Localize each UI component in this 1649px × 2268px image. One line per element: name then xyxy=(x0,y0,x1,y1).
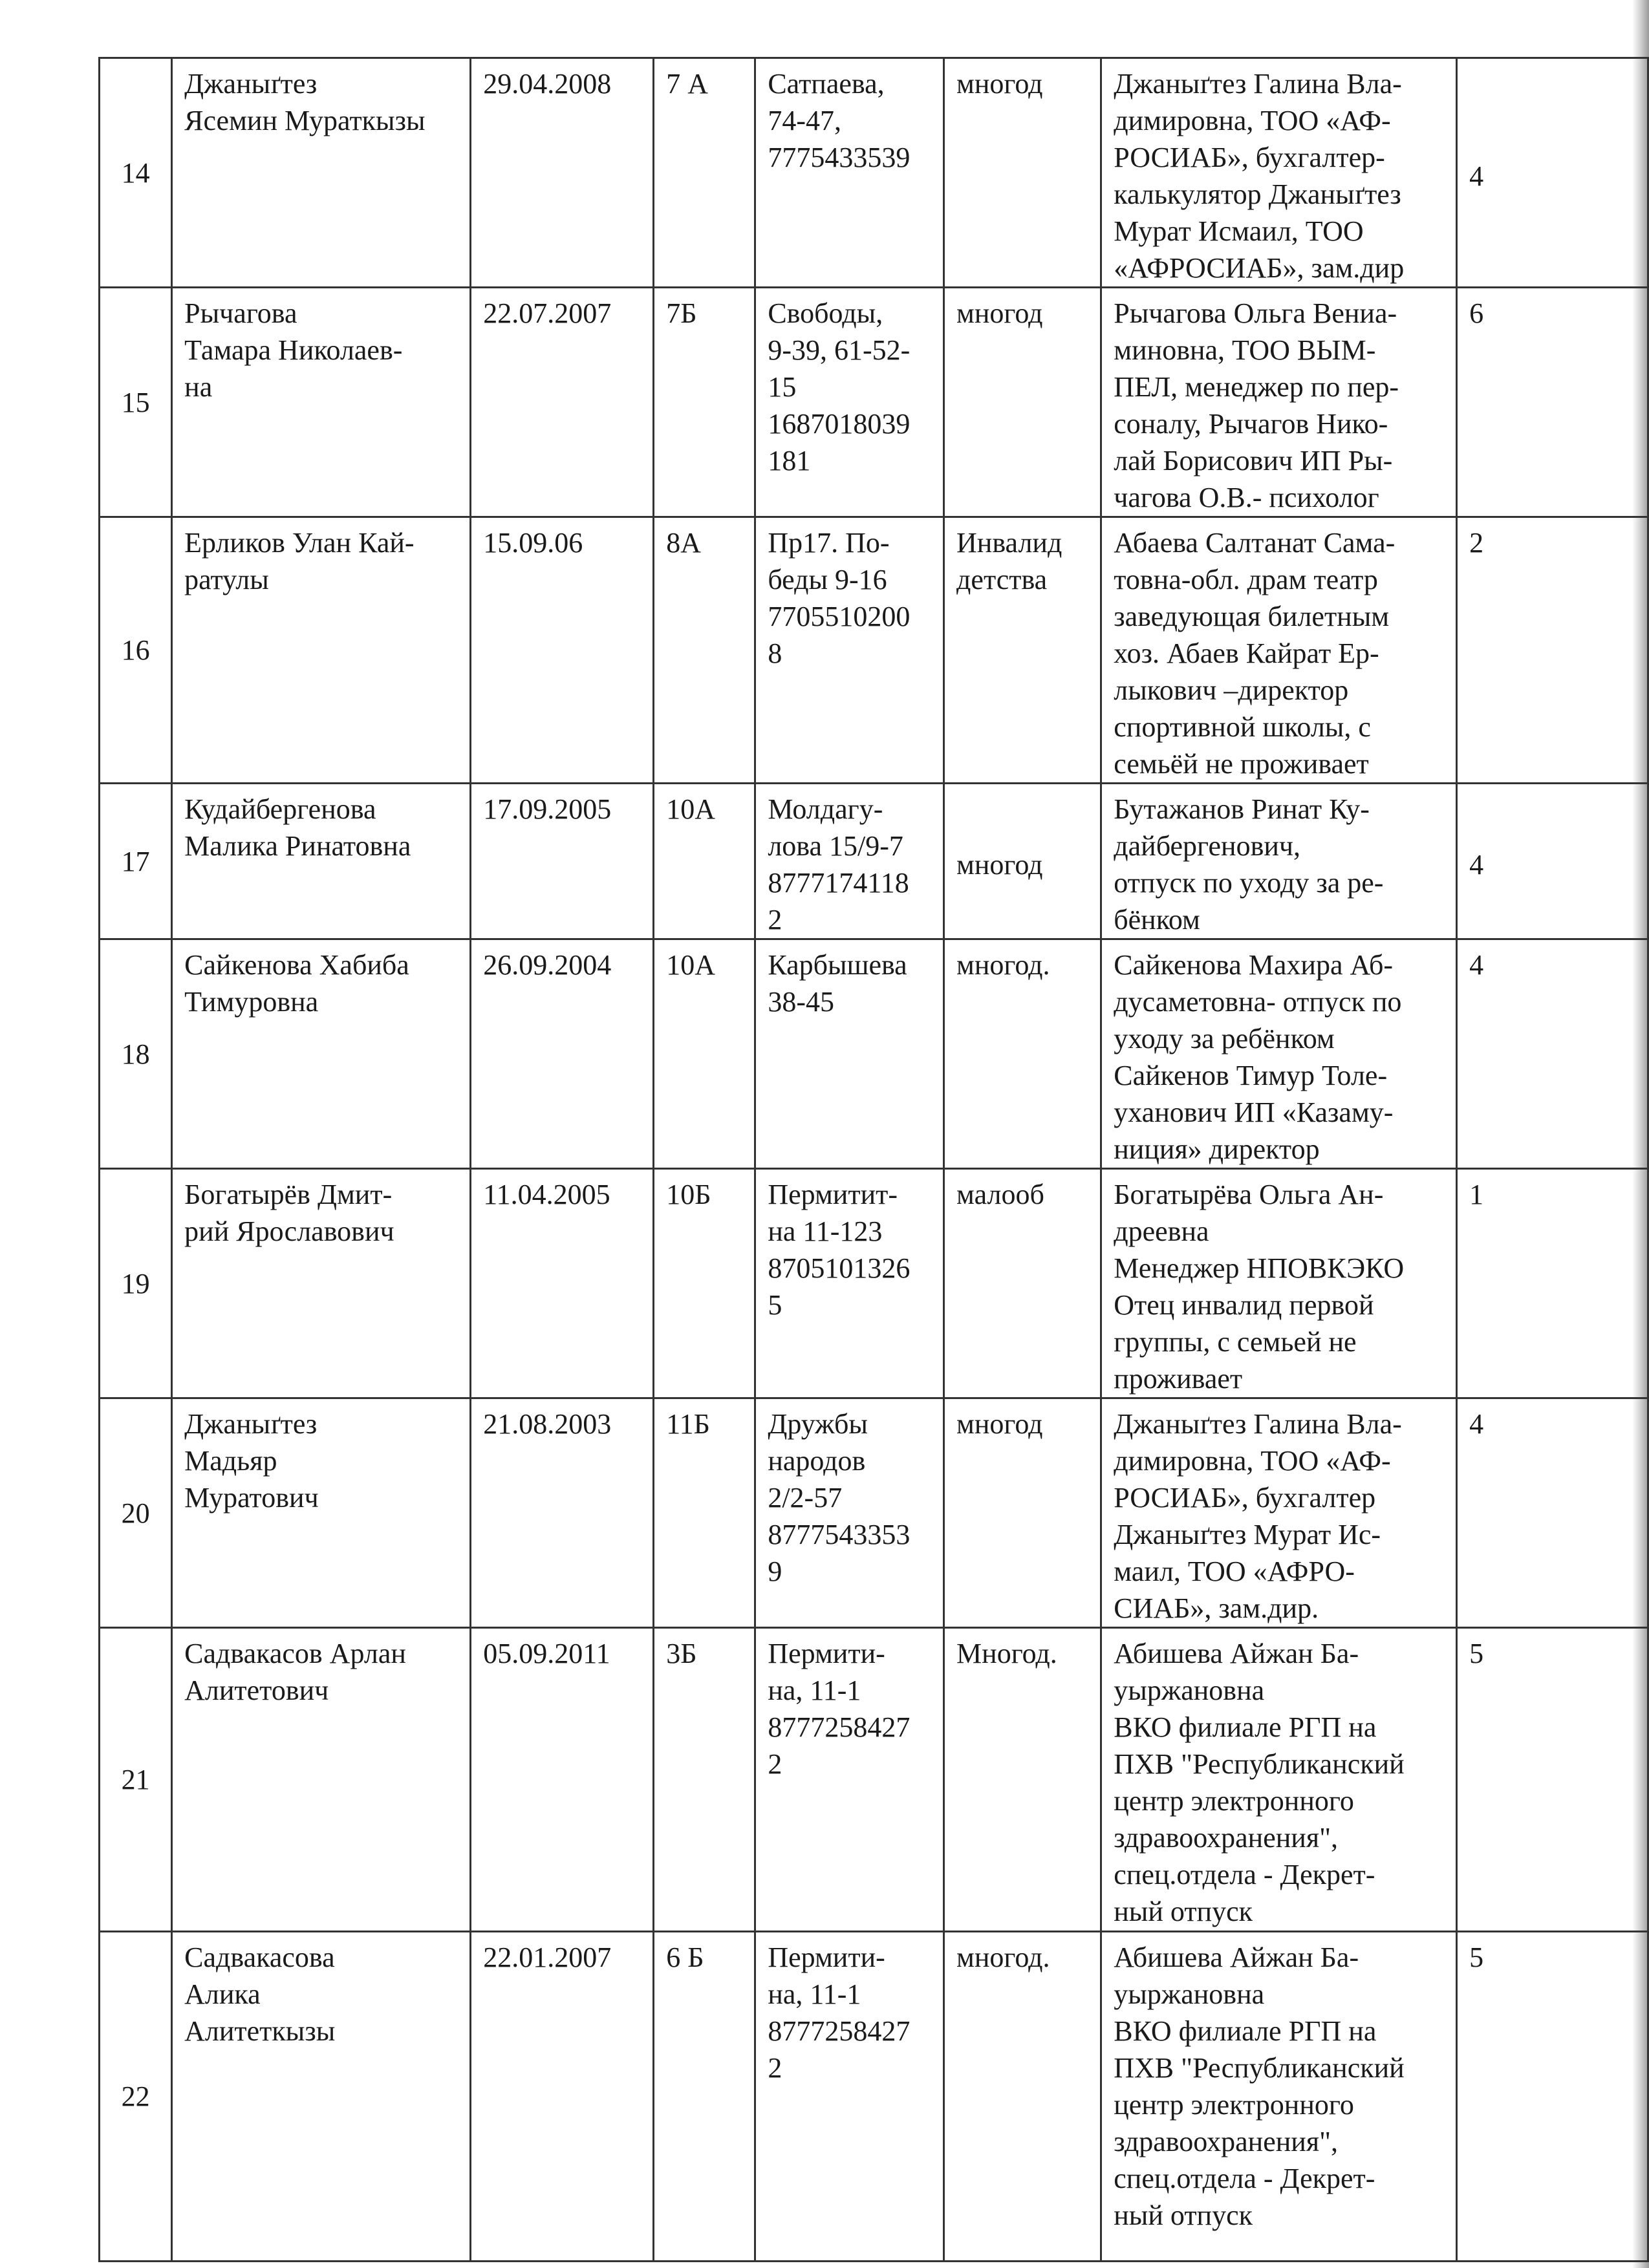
class-cell: 3Б xyxy=(654,1628,755,1932)
family-status: многод xyxy=(944,784,1101,939)
row-number: 20 xyxy=(100,1398,172,1628)
family-status: Многод. xyxy=(944,1628,1101,1932)
address-cell: Пермити- на, 11-1 8777258427 2 xyxy=(755,1932,944,2262)
class-cell: 7Б xyxy=(654,288,755,517)
family-status: многод xyxy=(944,58,1101,288)
row-number: 18 xyxy=(100,939,172,1169)
parents-cell: Бутажанов Ринат Ку- дайбергенович, отпуск по уходу за ре- бёнком xyxy=(1101,784,1457,939)
family-status: Инвалид детства xyxy=(944,517,1101,784)
row-number: 14 xyxy=(100,58,172,288)
parents-cell: Рычагова Ольга Вениа- миновна, ТОО ВЫМ- ПЕЛ, менеджер по пер- соналу, Рычагов Нико- лай Борисович ИП Ры- чагова О.В.- психолог xyxy=(1101,288,1457,517)
student-name: Богатырёв Дмит- рий Ярославович xyxy=(172,1169,471,1398)
parents-cell: Джаныґтез Галина Вла- димировна, ТОО «АФ- РОСИАБ», бухгалтер- калькулятор Джаныґтез Мурат Исмаил, ТОО «АФРОСИАБ», зам.дир xyxy=(1101,58,1457,288)
row-number: 15 xyxy=(100,288,172,517)
birth-date: 22.07.2007 xyxy=(471,288,654,517)
family-status: многод xyxy=(944,288,1101,517)
class-cell: 10Б xyxy=(654,1169,755,1398)
birth-date: 17.09.2005 xyxy=(471,784,654,939)
parents-cell: Абишева Айжан Ба- уыржановна ВКО филиале РГП на ПХВ "Республиканский центр электронного здравоохранения", спец.отдела - Декрет- ный отпуск xyxy=(1101,1932,1457,2262)
student-name: Джаныґтез Ясемин Мураткызы xyxy=(172,58,471,288)
row-number: 21 xyxy=(100,1628,172,1932)
table-row xyxy=(100,784,1648,939)
address-cell: Молдагу- лова 15/9-7 8777174118 2 xyxy=(755,784,944,939)
children-count: 5 xyxy=(1457,1628,1648,1932)
table-row xyxy=(100,58,1648,288)
birth-date: 26.09.2004 xyxy=(471,939,654,1169)
birth-date: 21.08.2003 xyxy=(471,1398,654,1628)
parents-cell: Абаева Салтанат Сама- товна-обл. драм театр заведующая билетным хоз. Абаев Кайрат Ер- лыкович –директор спортивной школы, с семьёй не проживает xyxy=(1101,517,1457,784)
address-cell: Пермити- на, 11-1 8777258427 2 xyxy=(755,1628,944,1932)
row-number: 22 xyxy=(100,1932,172,2262)
parents-cell: Сайкенова Махира Аб- дусаметовна- отпуск по уходу за ребёнком Сайкенов Тимур Толе- уханович ИП «Казаму- ниция» директор xyxy=(1101,939,1457,1169)
family-status: многод. xyxy=(944,939,1101,1169)
children-count: 4 xyxy=(1457,1398,1648,1628)
table-row xyxy=(100,517,1648,784)
children-count: 1 xyxy=(1457,1169,1648,1398)
student-name: Кудайбергенова Малика Ринатовна xyxy=(172,784,471,939)
student-name: Ерликов Улан Кай- ратулы xyxy=(172,517,471,784)
children-count: 2 xyxy=(1457,517,1648,784)
row-number: 19 xyxy=(100,1169,172,1398)
children-count: 4 xyxy=(1457,784,1648,939)
address-cell: Карбышева 38-45 xyxy=(755,939,944,1169)
birth-date: 05.09.2011 xyxy=(471,1628,654,1932)
birth-date: 11.04.2005 xyxy=(471,1169,654,1398)
birth-date: 22.01.2007 xyxy=(471,1932,654,2262)
table-row xyxy=(100,1398,1648,1628)
student-name: Джаныґтез Мадьяр Муратович xyxy=(172,1398,471,1628)
student-name: Садвакасова Алика Алитеткызы xyxy=(172,1932,471,2262)
table-row xyxy=(100,288,1648,517)
address-cell: Сатпаева, 74-47, 7775433539 xyxy=(755,58,944,288)
student-name: Сайкенова Хабиба Тимуровна xyxy=(172,939,471,1169)
children-count: 4 xyxy=(1457,939,1648,1169)
children-count: 6 xyxy=(1457,288,1648,517)
table-row xyxy=(100,1932,1648,2262)
birth-date: 29.04.2008 xyxy=(471,58,654,288)
student-name: Садвакасов Арлан Алитетович xyxy=(172,1628,471,1932)
birth-date: 15.09.06 xyxy=(471,517,654,784)
parents-cell: Богатырёва Ольга Ан- дреевна Менеджер НПОВКЭКО Отец инвалид первой группы, с семьей не проживает xyxy=(1101,1169,1457,1398)
table-row xyxy=(100,1169,1648,1398)
table-row xyxy=(100,939,1648,1169)
row-number: 16 xyxy=(100,517,172,784)
family-status: малооб xyxy=(944,1169,1101,1398)
address-cell: Свободы, 9-39, 61-52- 15 1687018039 181 xyxy=(755,288,944,517)
class-cell: 6 Б xyxy=(654,1932,755,2262)
address-cell: Пр17. По- беды 9-16 7705510200 8 xyxy=(755,517,944,784)
children-count: 5 xyxy=(1457,1932,1648,2262)
class-cell: 10А xyxy=(654,784,755,939)
address-cell: Дружбы народов 2/2-57 8777543353 9 xyxy=(755,1398,944,1628)
parents-cell: Джаныґтез Галина Вла- димировна, ТОО «АФ- РОСИАБ», бухгалтер Джаныґтез Мурат Ис- маил, ТОО «АФРО- СИАБ», зам.дир. xyxy=(1101,1398,1457,1628)
class-cell: 11Б xyxy=(654,1398,755,1628)
student-name: Рычагова Тамара Николаев- на xyxy=(172,288,471,517)
children-count: 4 xyxy=(1457,58,1648,288)
parents-cell: Абишева Айжан Ба- уыржановна ВКО филиале РГП на ПХВ "Республиканский центр электронного здравоохранения", спец.отдела - Декрет- ный отпуск xyxy=(1101,1628,1457,1932)
class-cell: 8А xyxy=(654,517,755,784)
family-status: многод. xyxy=(944,1932,1101,2262)
family-status: многод xyxy=(944,1398,1101,1628)
class-cell: 10А xyxy=(654,939,755,1169)
table-row xyxy=(100,1628,1648,1932)
address-cell: Пермитит- на 11-123 8705101326 5 xyxy=(755,1169,944,1398)
class-cell: 7 А xyxy=(654,58,755,288)
students-table xyxy=(98,57,1649,2262)
row-number: 17 xyxy=(100,784,172,939)
